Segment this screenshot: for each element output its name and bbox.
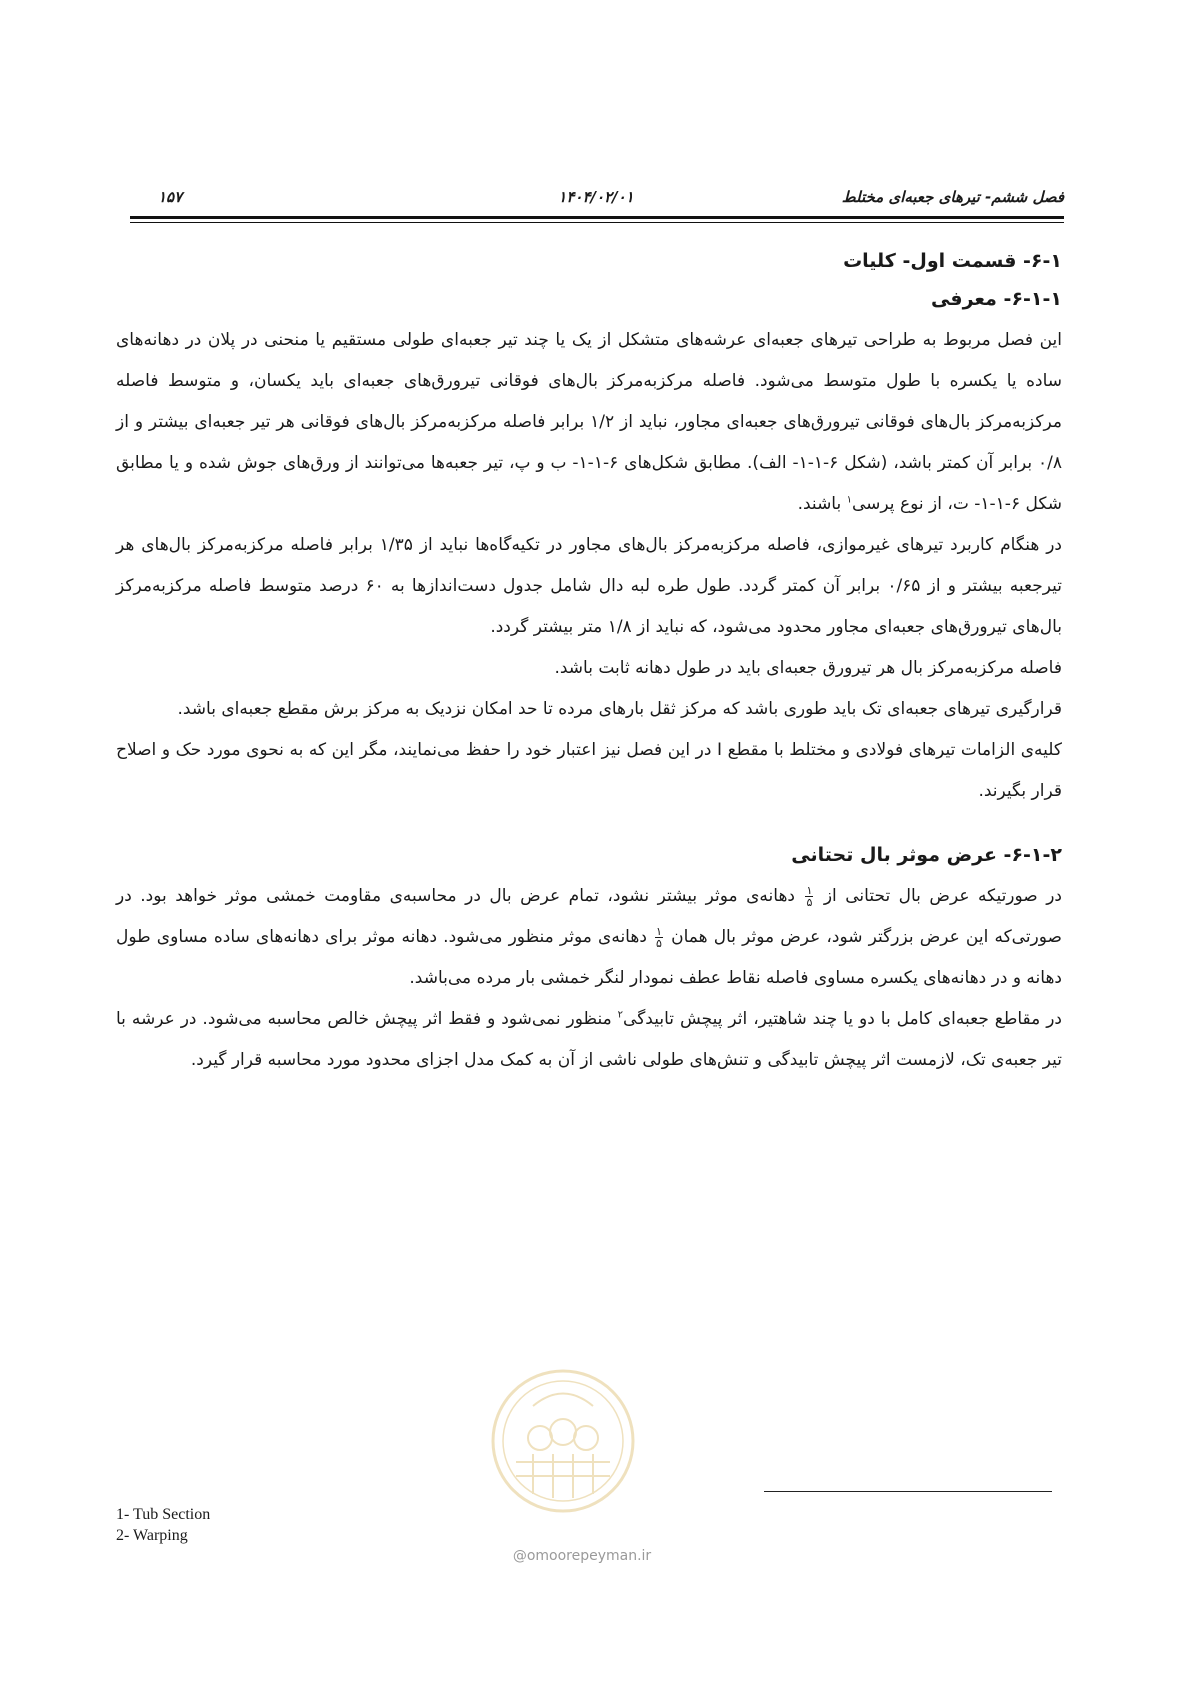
paragraph bbox=[116, 320, 1062, 525]
footnote-ref: ۲ bbox=[617, 1009, 624, 1021]
paragraph bbox=[116, 999, 1062, 1081]
subsection-heading-effective-width: ۶-۱-۲- عرض موثر بال تحتانی bbox=[791, 844, 1062, 866]
paragraph-text: دهانه‌ی موثر بیشتر نشود، تمام عرض بال در محاسبه‌ی مقاومت خمشی موثر خواهد بود. در صورتی‌که این عرض بزرگتر شود، عرض موثر بال همان bbox=[116, 886, 1062, 947]
paragraph: کلیه‌ی الزامات تیرهای فولادی و مختلط با مقطع I در این فصل نیز اعتبار خود را حفظ می‌نمایند، مگر این که به نحوی مورد حک و اصلاح قرار بگیرند. bbox=[116, 740, 1062, 801]
section-heading: ۶-۱- قسمت اول- کلیات bbox=[843, 250, 1062, 272]
subsection-heading-intro: ۶-۱-۱- معرفی bbox=[930, 288, 1062, 310]
paragraph-text: این فصل مربوط به طراحی تیرهای جعبه‌ای عرشه‌های متشکل از یک یا چند تیر جعبه‌ای طولی مستقیم یا منحنی در پلان در دهانه‌های ساده یا یکسره با طول متوسط می‌شود. فاصله مرکزبه‌مرکز بال‌های فوقانی تیرورق‌های جعبه‌ای باید یکسان، و متوسط فاصله مرکزبه‌مرکز بال‌های فوقانی تیرورق‌های جعبه‌ای مجاور، نباید از ۱/۲ برابر فاصله مرکزبه‌مرکز بال‌های فوقانی هر تیر جعبه‌ای بیشتر و از ۰/۸ برابر آن کمتر باشد، (شکل ۶-۱-۱- الف). مطابق شکل‌های ۶-۱-۱- ب و پ، تیر جعبه‌ها می‌توانند از ورق‌های جوش شده و یا مطابق شکل ۶-۱-۱- ت، از نوع پرسی bbox=[116, 330, 1062, 514]
paragraph-text: در صورتیکه عرض بال تحتانی از bbox=[815, 886, 1062, 906]
paragraph-text: در مقاطع جعبه‌ای کامل با دو یا چند شاهتیر، اثر پیچش تابیدگی bbox=[623, 1009, 1062, 1029]
header-rule-thick bbox=[130, 216, 1064, 219]
fraction bbox=[805, 885, 813, 908]
footnote-rule bbox=[764, 1491, 1052, 1492]
chapter-title: فصل ششم- تیرهای جعبه‌ای مختلط bbox=[841, 188, 1064, 206]
footnote-item: 2- Warping bbox=[116, 1527, 188, 1544]
watermark-seal-icon bbox=[488, 1366, 638, 1516]
fraction-denominator: ۵ bbox=[806, 895, 813, 909]
page-header bbox=[128, 188, 1064, 212]
header-rule-thin bbox=[130, 222, 1064, 223]
paragraph-text: دهانه‌ی موثر منظور می‌شود. دهانه موثر برای دهانه‌های ساده مساوی طول دهانه و در دهانه‌های یکسره مساوی فاصله نقاط عطف نمودار لنگر خمشی بار مرده می‌باشد. bbox=[116, 927, 1062, 988]
footnotes bbox=[116, 1504, 210, 1546]
paragraph: در هنگام کاربرد تیرهای غیرموازی، فاصله مرکزبه‌مرکز بال‌های مجاور در تکیه‌گاه‌ها نباید از ۱/۳۵ برابر فاصله مرکزبه‌مرکز بال‌های هر تیرجعبه بیشتر و از ۰/۶۵ برابر آن کمتر گردد. طول طره لبه دال شامل جدول دست‌اندازها به ۶۰ درصد متوسط فاصله مرکزبه‌مرکز بال‌های تیرورق‌های جعبه‌ای مجاور محدود می‌شود، که نباید از ۱/۸ متر بیشتر گردد. bbox=[116, 535, 1062, 637]
paragraph: قرارگیری تیرهای جعبه‌ای تک باید طوری باشد که مرکز ثقل بارهای مرده تا حد امکان نزدیک به مرکز برش مقطع جعبه‌ای باشد. bbox=[177, 699, 1062, 719]
page-body bbox=[116, 250, 1062, 1081]
paragraph-text: منظور نمی‌شود و فقط اثر پیچش خالص محاسبه می‌شود. در عرشه با تیر جعبه‌ی تک، لازمست اثر پیچش تابیدگی و تنش‌های طولی ناشی از آن به کمک مدل اجزای محدود مورد محاسبه قرار گیرد. bbox=[116, 1009, 1062, 1070]
footnote-item: 1- Tub Section bbox=[116, 1506, 211, 1523]
fraction-numerator: ۱ bbox=[656, 924, 662, 938]
paragraph bbox=[116, 876, 1062, 999]
header-date: ۱۴۰۴/۰۲/۰۱ bbox=[558, 188, 634, 206]
fraction bbox=[655, 926, 663, 949]
footnote-ref: ۱ bbox=[846, 494, 853, 506]
paragraph: فاصله مرکزبه‌مرکز بال هر تیرورق جعبه‌ای باید در طول دهانه ثابت باشد. bbox=[554, 658, 1062, 678]
page-number: ۱۵۷ bbox=[158, 188, 183, 206]
watermark-url: @omoorepeyman.ir bbox=[512, 1548, 652, 1564]
fraction-numerator: ۱ bbox=[806, 883, 813, 897]
fraction-denominator: ۵ bbox=[656, 936, 662, 950]
section-gap bbox=[116, 812, 1062, 844]
paragraph-text: باشند. bbox=[797, 494, 847, 514]
